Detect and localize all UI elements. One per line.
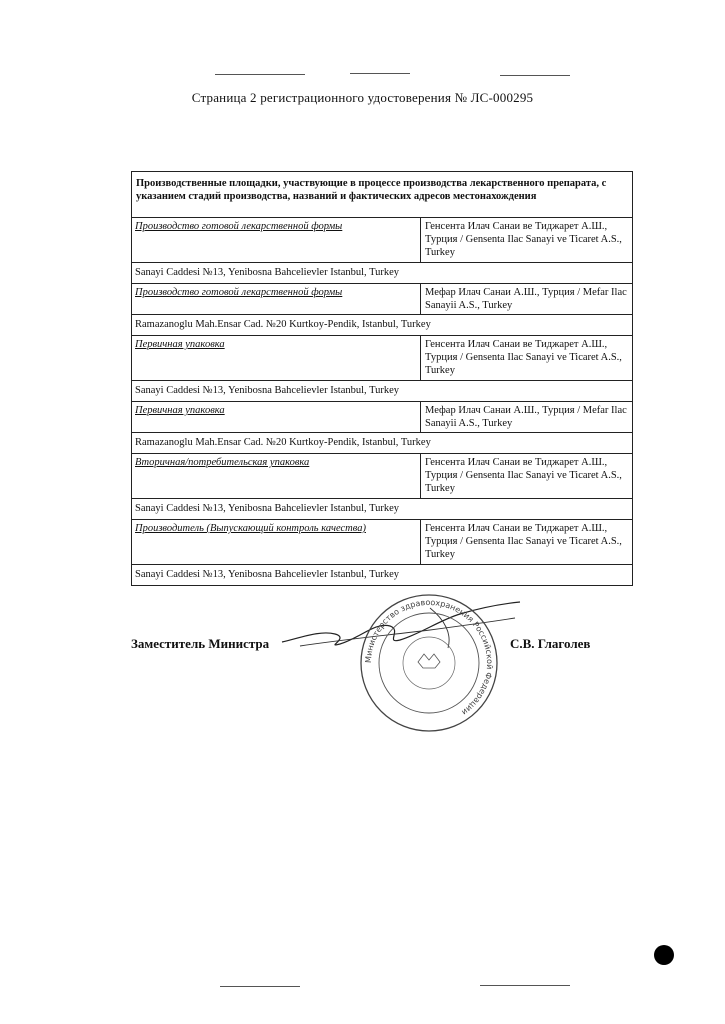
table-row [132,284,632,315]
manufacturer-cell: Генсента Илач Санаи ве Тиджарет А.Ш., Турция / Gensenta Ilac Sanayi ve Ticaret A.S., Turkey [425,221,622,258]
scan-noise [480,985,570,986]
manufacturer-cell: Генсента Илач Санаи ве Тиджарет А.Ш., Турция / Gensenta Ilac Sanayi ve Ticaret A.S., Turkey [425,339,622,376]
manufacturer-cell: Мефар Илач Санаи А.Ш., Турция / Mefar Ilac Sanayii A.S., Turkey [425,287,627,311]
signer-name: С.В. Глаголев [510,636,591,651]
page-header: Страница 2 регистрационного удостоверения № ЛС-000295 [191,90,534,105]
scan-noise [215,74,305,75]
table-row [132,336,632,381]
official-seal [358,592,500,734]
production-sites-table [131,171,633,586]
table-row [132,454,632,499]
address-row: Sanayi Caddesi №13, Yenibosna Bahcelievler Istanbul, Turkey [132,263,632,284]
signer-position: Заместитель Министра [131,636,270,651]
seal-text: Министерство здравоохранения Российской Федерации [363,597,495,717]
stage-cell: Первичная упаковка [132,402,421,432]
stage-cell: Вторичная/потребительская упаковка [132,454,421,498]
manufacturer-cell: Генсента Илач Санаи ве Тиджарет А.Ш., Турция / Gensenta Ilac Sanayi ve Ticaret A.S., Turkey [425,523,622,560]
stage-cell: Производитель (Выпускающий контроль качества) [132,520,421,564]
stage-cell: Первичная упаковка [132,336,421,380]
address-row: Ramazanoglu Mah.Ensar Cad. №20 Kurtkoy-Pendik, Istanbul, Turkey [132,433,632,454]
address-row: Sanayi Caddesi №13, Yenibosna Bahcelievler Istanbul, Turkey [132,381,632,402]
table-title: Производственные площадки, участвующие в процессе производства лекарственного препарата, с указанием стадий производства, названий и фактических адресов местонахождения [132,172,632,218]
table-row [132,520,632,565]
scan-noise [350,73,410,74]
manufacturer-cell: Генсента Илач Санаи ве Тиджарет А.Ш., Турция / Gensenta Ilac Sanayi ve Ticaret A.S., Turkey [425,457,622,494]
table-row [132,218,632,263]
scan-noise [500,75,570,76]
address-row: Sanayi Caddesi №13, Yenibosna Bahcelievler Istanbul, Turkey [135,569,400,580]
stage-cell: Производство готовой лекарственной формы [132,218,421,262]
address-row: Ramazanoglu Mah.Ensar Cad. №20 Kurtkoy-Pendik, Istanbul, Turkey [132,315,632,336]
scan-noise [220,986,300,987]
svg-text:Министерство здравоохранения Р [364,598,494,717]
scan-mark [654,945,674,965]
stage-cell: Производство готовой лекарственной формы [132,284,421,314]
manufacturer-cell: Мефар Илач Санаи А.Ш., Турция / Mefar Ilac Sanayii A.S., Turkey [425,405,627,429]
table-row [132,402,632,433]
address-row: Sanayi Caddesi №13, Yenibosna Bahcelievler Istanbul, Turkey [132,499,632,520]
